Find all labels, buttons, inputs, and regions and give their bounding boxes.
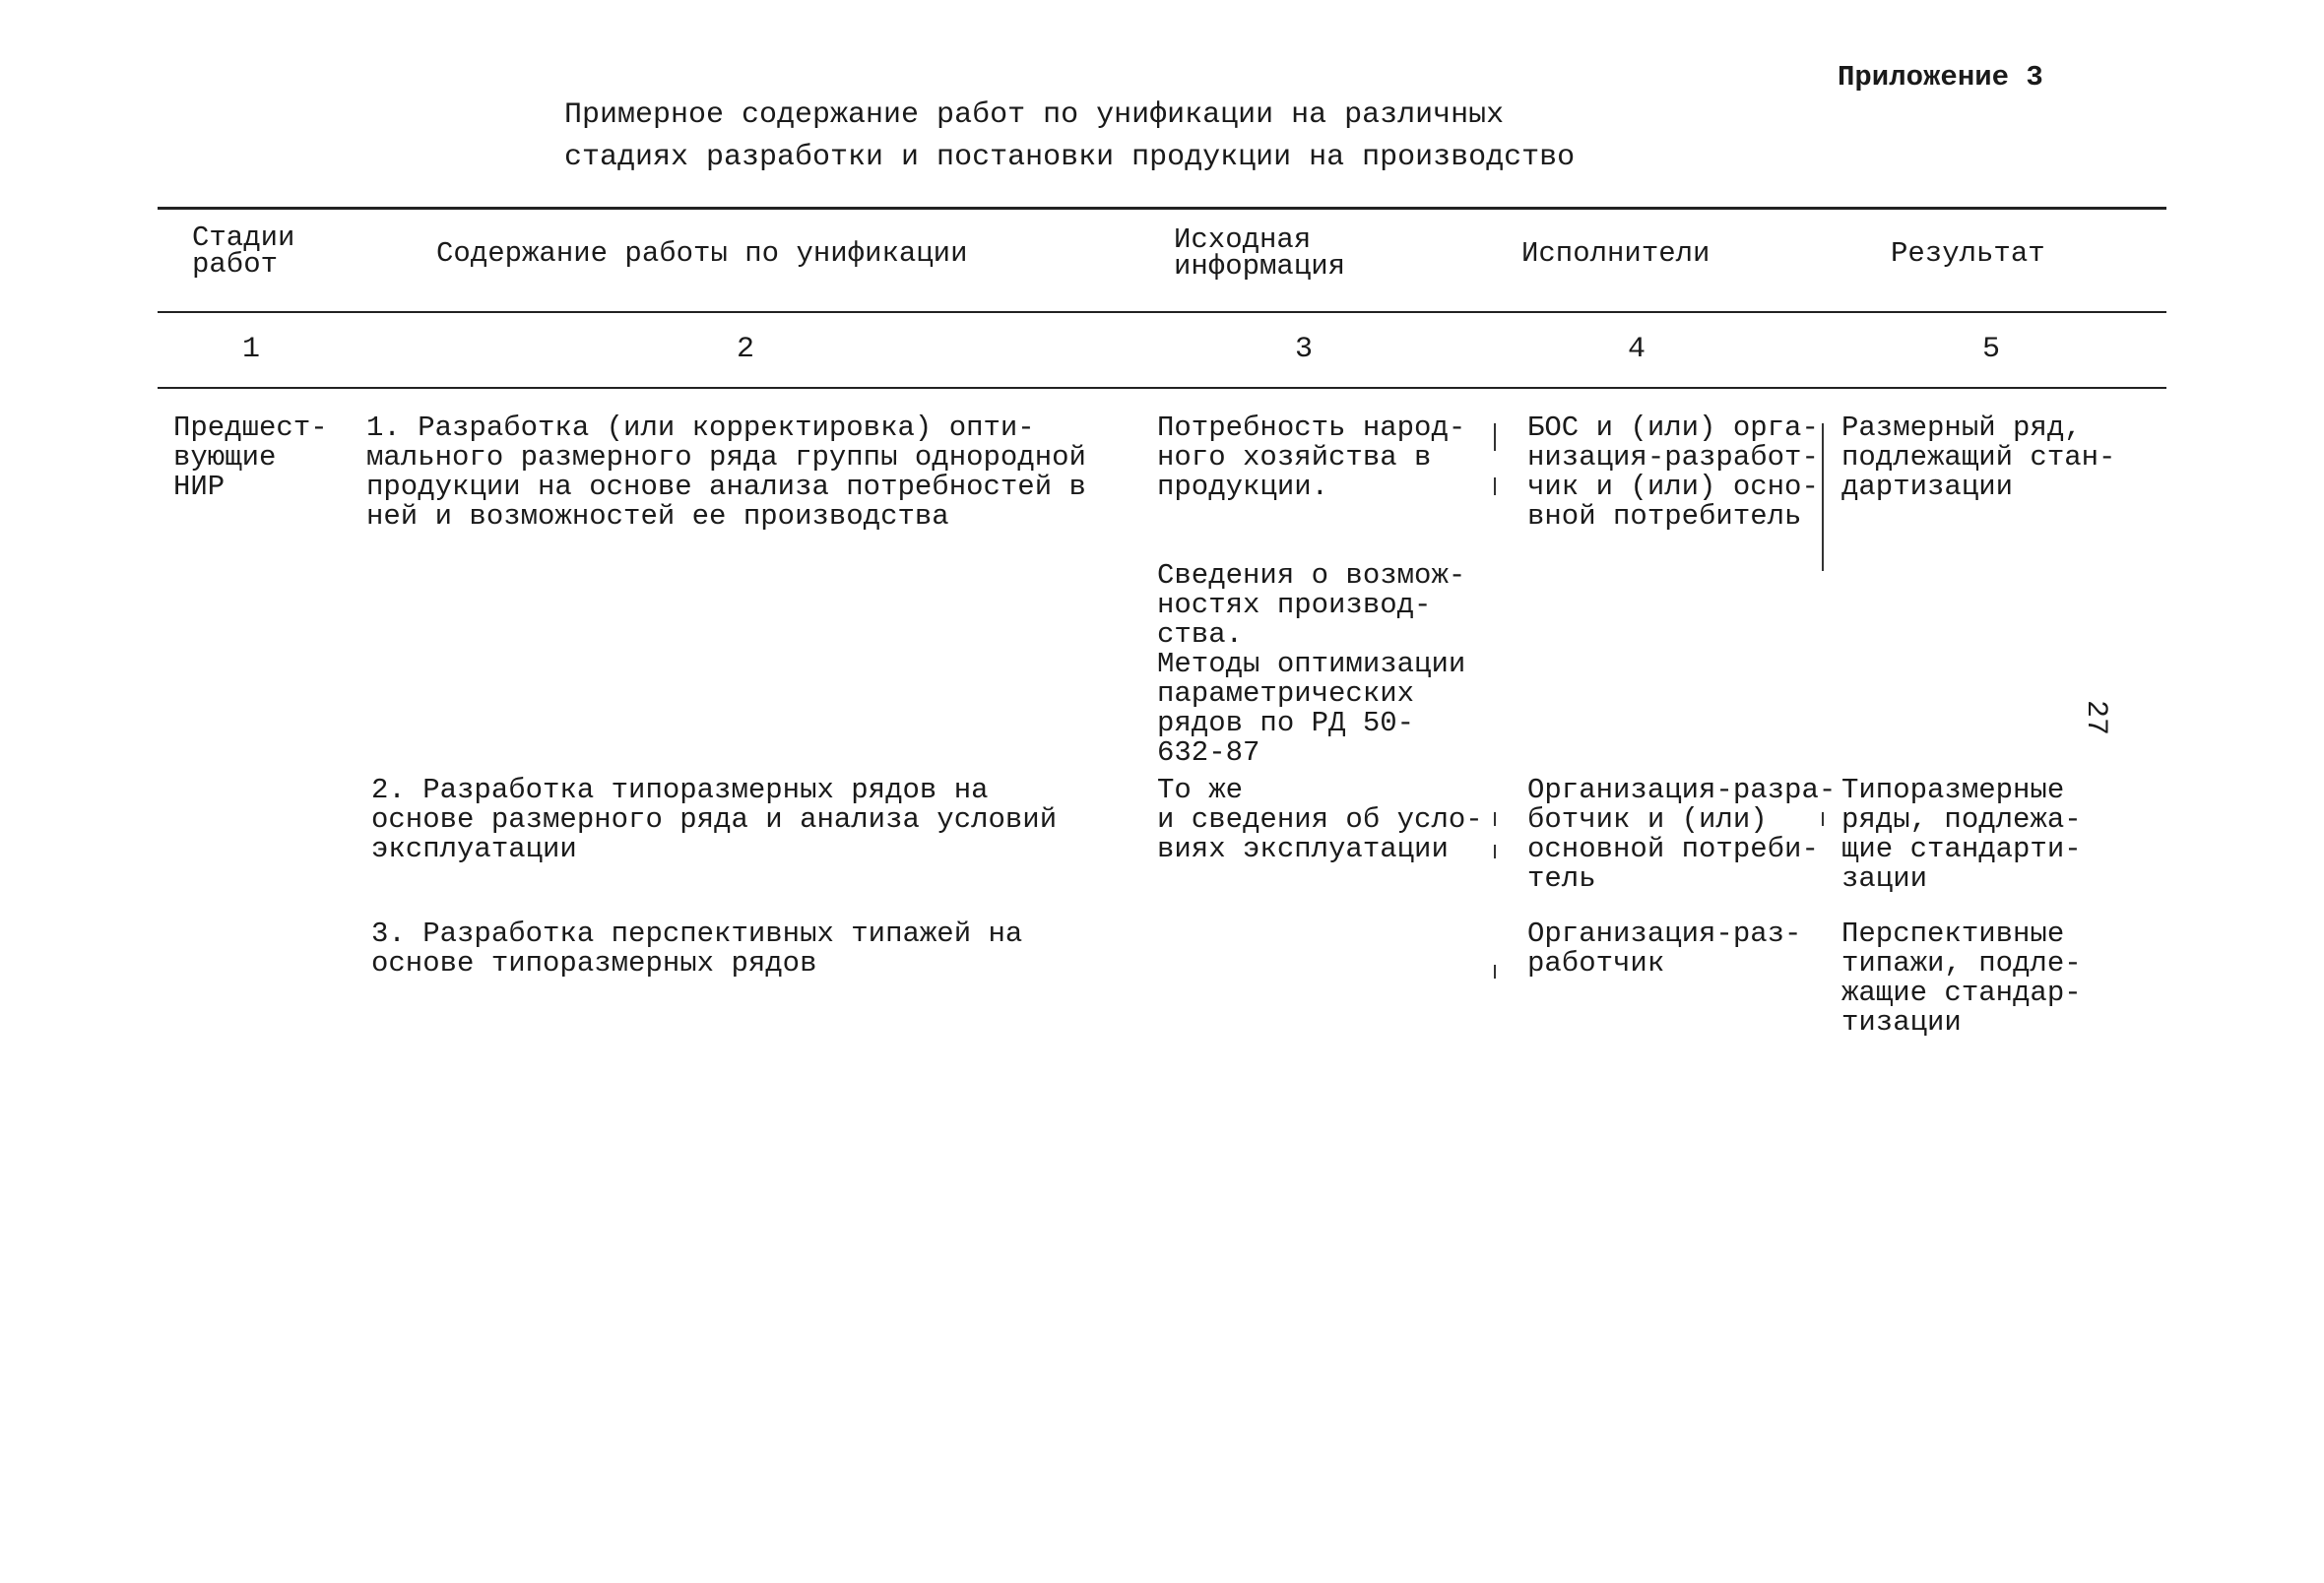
page-number: 27 — [2079, 699, 2113, 736]
header-executors: Исполнители — [1521, 237, 1711, 270]
header-result: Результат — [1891, 237, 2045, 270]
row-3-content: 3. Разработка перспективных типажей на основе типоразмерных рядов — [371, 918, 1023, 980]
row-2-executors: Организация-разра- ботчик и (или) основной потреби- тель — [1527, 774, 1837, 895]
table-header-rule — [158, 311, 2166, 313]
row-1-info: Потребность народ- ного хозяйства в продукции. — [1157, 412, 1466, 503]
header-content: Содержание работы по унификации — [436, 237, 968, 270]
column-separator — [1494, 965, 1496, 979]
column-number: 5 — [1981, 333, 2000, 366]
column-separator — [1494, 845, 1496, 858]
title-line-2: стадиях разработки и постановки продукции на производство — [564, 141, 1576, 174]
row-3-executors: Организация-раз- работчик — [1527, 918, 1802, 980]
table-numbers-rule — [158, 387, 2166, 389]
row-2-info: То же и сведения об усло- виях эксплуатации — [1157, 774, 1483, 865]
row-1-result: Размерный ряд, подлежащий стан- дартизации — [1841, 412, 2116, 503]
row-1-executors: БОС и (или) орга- низация-разработ- чик и (или) осно- вной потребитель — [1527, 412, 1819, 533]
column-number: 3 — [1294, 333, 1313, 366]
row-3-result: Перспективные типажи, подле- жащие стандар- тизации — [1841, 918, 2082, 1039]
row-1-stage: Предшест- вующие НИР — [173, 412, 328, 503]
column-separator — [1494, 423, 1496, 451]
column-separator — [1822, 423, 1824, 571]
row-1b-info: Сведения о возмож- ностях производ- ства. Методы оптимизации параметрических рядов по РД 50- 632-87 — [1157, 559, 1466, 769]
title-line-1: Примерное содержание работ по унификации на различных — [564, 98, 1505, 132]
row-2-result: Типоразмерные ряды, подлежа- щие стандарти- зации — [1841, 774, 2082, 895]
row-1-content: 1. Разработка (или корректировка) опти- мального размерного ряда группы однородной продукции на основе анализа потребностей в ней и возможностей ее производства — [366, 412, 1086, 533]
column-number: 4 — [1627, 333, 1646, 366]
header-info: Исходная информация — [1174, 223, 1346, 283]
table-top-rule — [158, 207, 2166, 210]
column-number: 2 — [736, 333, 754, 366]
column-separator — [1822, 812, 1824, 826]
column-separator — [1494, 812, 1496, 826]
row-2-content: 2. Разработка типоразмерных рядов на основе размерного ряда и анализа условий эксплуатации — [371, 774, 1058, 865]
column-separator — [1494, 477, 1496, 495]
column-number: 1 — [241, 333, 260, 366]
appendix-label: Приложение 3 — [1838, 61, 2043, 94]
header-stage: Стадии работ — [192, 222, 295, 281]
document-title — [564, 95, 1575, 179]
